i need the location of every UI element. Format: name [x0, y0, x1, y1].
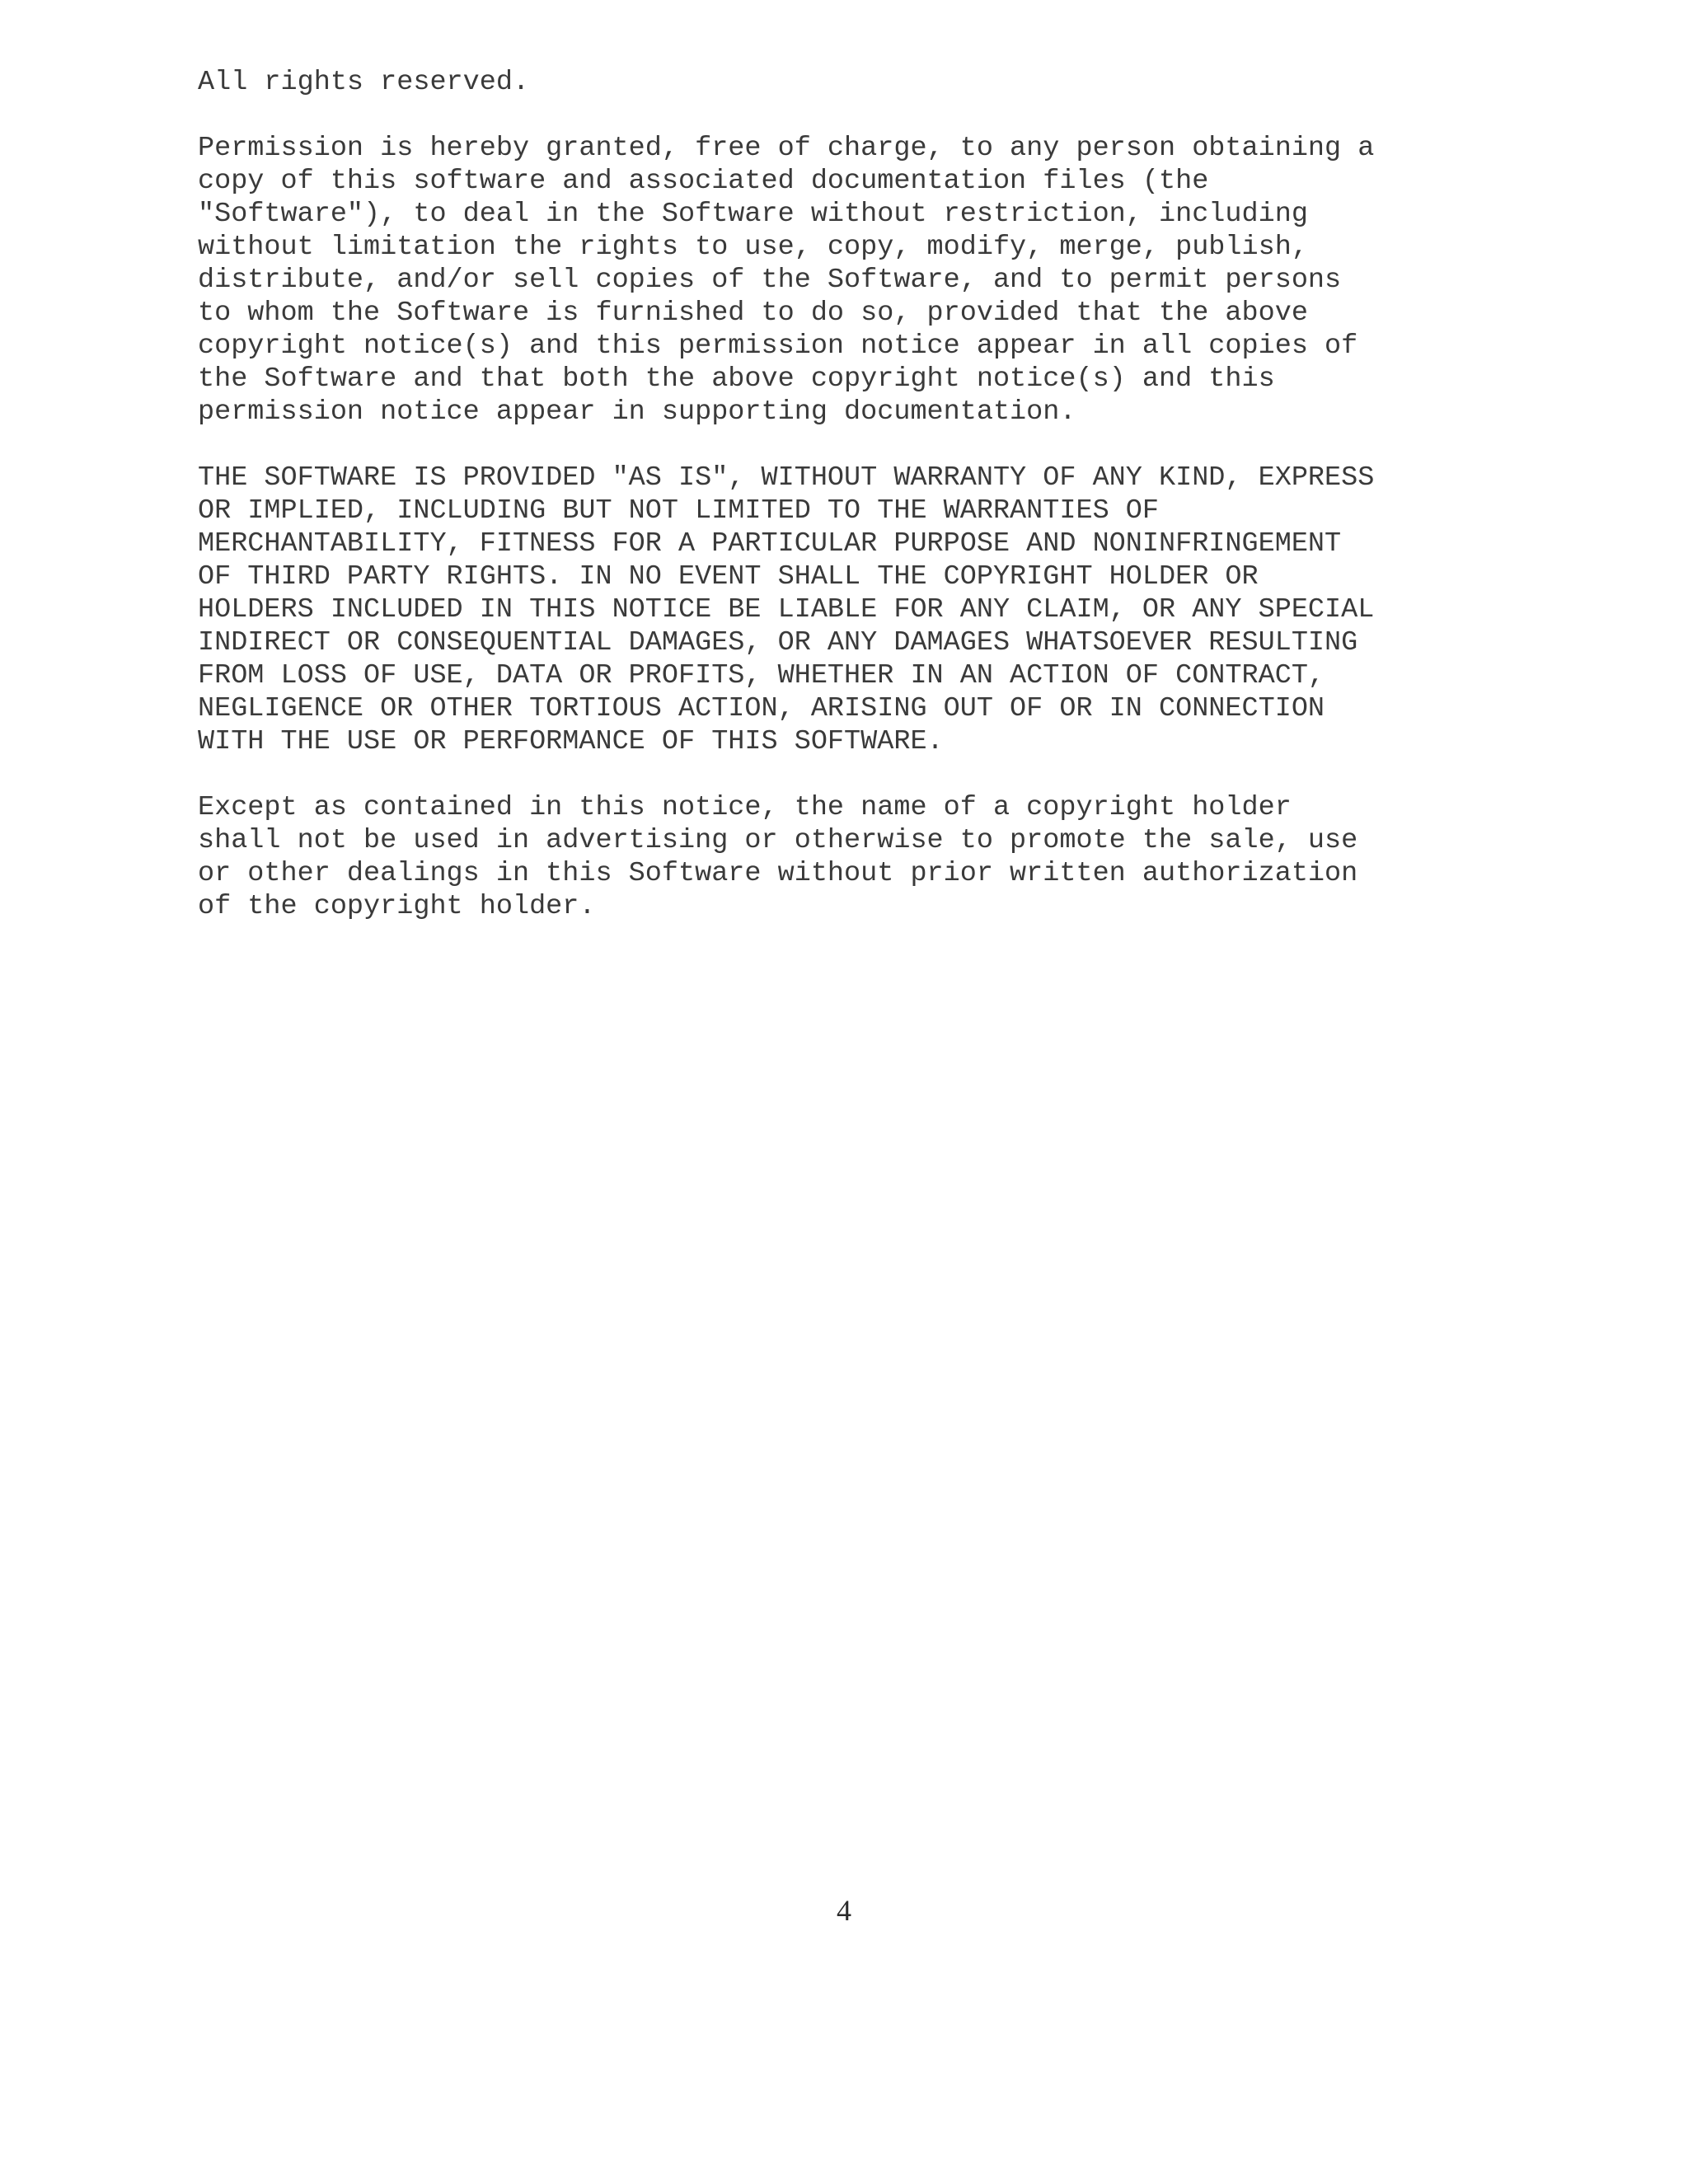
text-line: distribute, and/or sell copies of the Software, and to permit persons	[198, 265, 1342, 296]
text-line: Except as contained in this notice, the name of a copyright holder	[198, 792, 1292, 823]
text-line: MERCHANTABILITY, FITNESS FOR A PARTICULAR PURPOSE AND NONINFRINGEMENT	[198, 528, 1342, 560]
text-line: OF THIRD PARTY RIGHTS. IN NO EVENT SHALL THE COPYRIGHT HOLDER OR	[198, 561, 1259, 593]
text-line: or other dealings in this Software without prior written authorization	[198, 858, 1358, 889]
text-line: without limitation the rights to use, copy, modify, merge, publish,	[198, 232, 1308, 263]
text-line: copyright notice(s) and this permission notice appear in all copies of	[198, 330, 1358, 362]
text-line: INDIRECT OR CONSEQUENTIAL DAMAGES, OR ANY DAMAGES WHATSOEVER RESULTING	[198, 627, 1358, 658]
text-line: permission notice appear in supporting documentation.	[198, 396, 1076, 428]
page-number: 4	[837, 1894, 851, 1927]
text-line: to whom the Software is furnished to do so, provided that the above	[198, 298, 1308, 329]
text-line: of the copyright holder.	[198, 891, 596, 922]
text-line: HOLDERS INCLUDED IN THIS NOTICE BE LIABLE FOR ANY CLAIM, OR ANY SPECIAL	[198, 594, 1375, 626]
rights-reserved-line: All rights reserved.	[198, 67, 530, 98]
rights-reserved-block	[198, 66, 1615, 99]
license-text	[198, 66, 1615, 956]
text-line: THE SOFTWARE IS PROVIDED "AS IS", WITHOUT WARRANTY OF ANY KIND, EXPRESS	[198, 462, 1375, 494]
warranty-disclaimer-paragraph	[198, 462, 1615, 758]
text-line: "Software"), to deal in the Software without restriction, including	[198, 199, 1308, 230]
name-usage-paragraph	[198, 791, 1615, 923]
permission-paragraph	[198, 132, 1615, 429]
text-line: shall not be used in advertising or otherwise to promote the sale, use	[198, 825, 1358, 856]
text-line: Permission is hereby granted, free of charge, to any person obtaining a	[198, 133, 1375, 164]
text-line: the Software and that both the above copyright notice(s) and this	[198, 363, 1275, 395]
text-line: copy of this software and associated documentation files (the	[198, 166, 1209, 197]
text-line: FROM LOSS OF USE, DATA OR PROFITS, WHETHER IN AN ACTION OF CONTRACT,	[198, 660, 1325, 691]
text-line: WITH THE USE OR PERFORMANCE OF THIS SOFTWARE.	[198, 726, 944, 757]
text-line: OR IMPLIED, INCLUDING BUT NOT LIMITED TO THE WARRANTIES OF	[198, 495, 1159, 527]
text-line: NEGLIGENCE OR OTHER TORTIOUS ACTION, ARISING OUT OF OR IN CONNECTION	[198, 693, 1325, 724]
